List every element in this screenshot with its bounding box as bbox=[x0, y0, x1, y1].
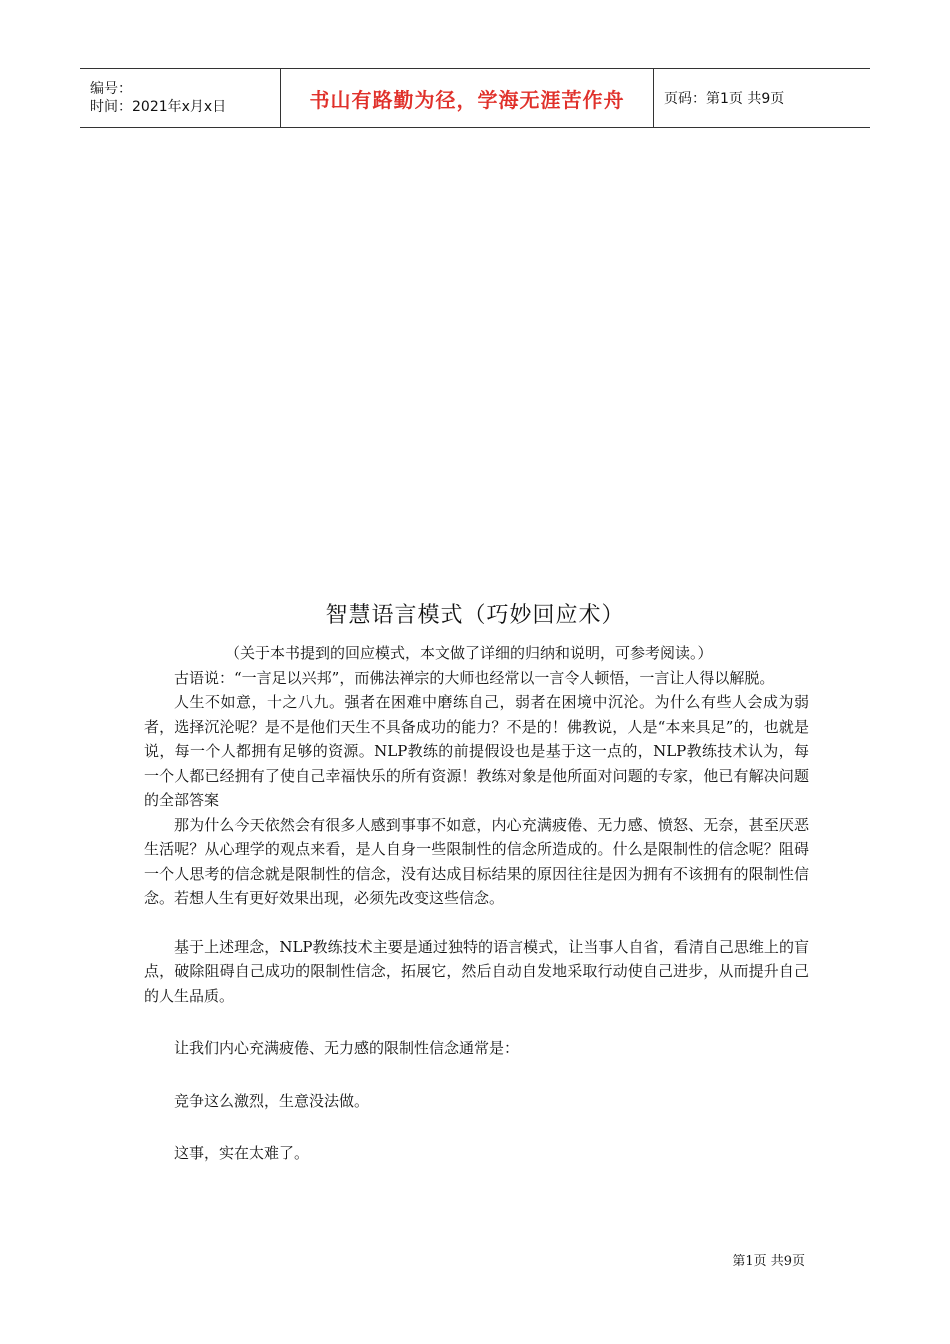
paragraph: 人生不如意，十之八九。强者在困难中磨练自己，弱者在困境中沉沦。为什么有些人会成为弱者，选择沉沦呢？是不是他们天生不具备成功的能力？不是的！佛教说，人是“本来具足”的，也就是说，每一个人都拥有足够的资源。NLP教练的前提假设也是基于这一点的，NLP教练技术认为，每一个人都已经拥有了使自己幸福快乐的所有资源！教练对象是他所面对问题的专家，他已有解决问题的全部答案 bbox=[144, 693, 809, 809]
intro-paragraph: （关于本书提到的回应模式，本文做了详细的归纳和说明，可参考阅读。） bbox=[225, 644, 713, 662]
paragraph: 基于上述理念，NLP教练技术主要是通过独特的语言模式，让当事人自省，看清自己思维上的盲点，破除阻碍自己成功的限制性信念，拓展它，然后自动自发地采取行动使自己进步，从而提升自己的人生品质。 bbox=[144, 937, 809, 1005]
number-label: 编号： bbox=[90, 81, 132, 97]
page-header bbox=[80, 68, 870, 128]
motto: 书山有路勤为径，学海无涯苦作舟 bbox=[309, 87, 625, 112]
page-footer: 第1页 共9页 bbox=[732, 1254, 805, 1269]
time-label: 时间：2021年x月x日 bbox=[90, 99, 227, 115]
paragraph: 那为什么今天依然会有很多人感到事事不如意，内心充满疲倦、无力感、愤怒、无奈，甚至厌恶生活呢？从心理学的观点来看，是人自身一些限制性的信念所造成的。什么是限制性的信念呢？阻碍一个人思考的信念就是限制性的信念，没有达成目标结果的原因往往是因为拥有不该拥有的限制性信念。若想人生有更好效果出现，必须先改变这些信念。 bbox=[144, 815, 809, 907]
header-meta bbox=[80, 69, 281, 127]
page-code: 页码：第1页 共9页 bbox=[664, 91, 785, 107]
header-motto-cell bbox=[281, 69, 654, 127]
paragraph: 这事，实在太难了。 bbox=[174, 1144, 310, 1162]
paragraph: 让我们内心充满疲倦、无力感的限制性信念通常是： bbox=[174, 1039, 520, 1057]
document-body bbox=[144, 641, 809, 1166]
header-page-code-cell bbox=[654, 69, 870, 127]
paragraph: 古语说：“一言足以兴邦”，而佛法禅宗的大师也经常以一言令人顿悟，一言让人得以解脱。 bbox=[174, 668, 775, 687]
paragraph: 竞争这么激烈，生意没法做。 bbox=[174, 1091, 370, 1110]
document-title: 智慧语言模式（巧妙回应术） bbox=[325, 603, 625, 628]
